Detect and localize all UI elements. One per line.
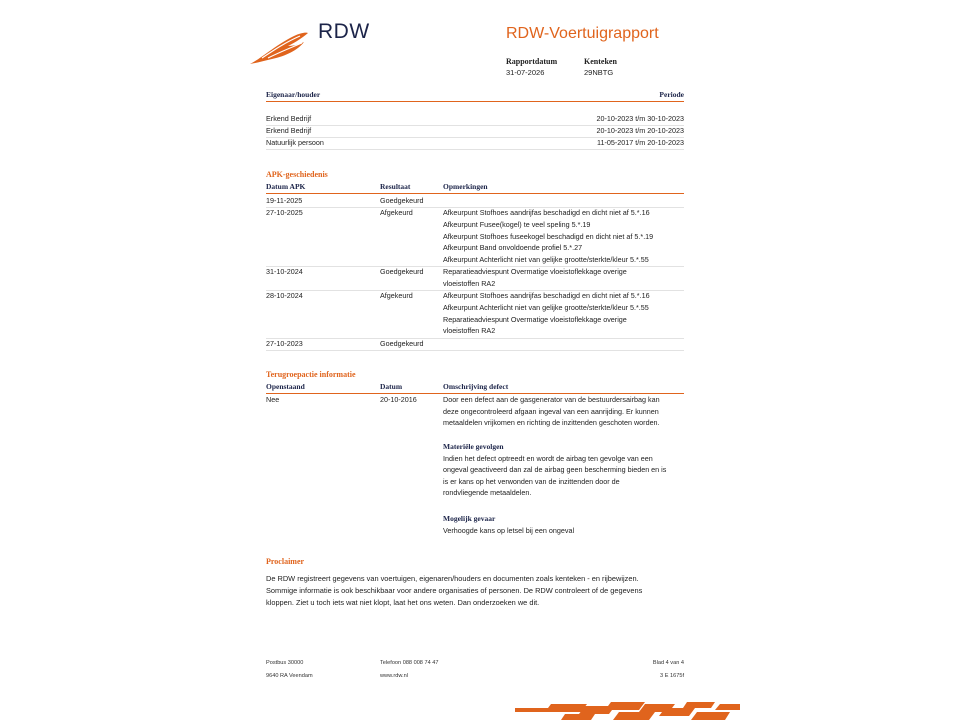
- report-date-value: 31-07-2026: [506, 68, 545, 77]
- owner-type: Erkend Bedrijf: [266, 114, 312, 123]
- recall-danger-title: Mogelijk gevaar: [443, 514, 496, 523]
- recall-section-title: Terugroepactie informatie: [266, 370, 356, 379]
- recall-col-date: Datum: [380, 382, 403, 391]
- recall-danger: [443, 513, 685, 536]
- apk-remark: Afkeurpunt Stofhoes aandrijfas beschadigd en dicht niet af 5.*.16: [443, 291, 650, 300]
- apk-remarks: [443, 290, 650, 337]
- recall-defect: [443, 394, 685, 429]
- recall-consequences: [443, 441, 685, 499]
- apk-date: 28-10-2024: [266, 291, 303, 300]
- report-date-label: Rapportdatum: [506, 57, 558, 66]
- recall-col-open: Openstaand: [266, 382, 305, 391]
- owners-header: [266, 90, 684, 102]
- owners-col-owner: Eigenaar/houder: [266, 90, 321, 99]
- recall-header: [266, 382, 684, 394]
- proclaimer-line: kloppen. Ziet u toch iets wat niet klopt, laat het ons weten. Dan onderzoeken we dit.: [266, 598, 540, 607]
- report-date-block: [506, 56, 557, 78]
- proclaimer-title: Proclaimer: [266, 557, 305, 566]
- apk-row: [266, 338, 684, 351]
- apk-header: [266, 182, 684, 194]
- apk-col-date: Datum APK: [266, 182, 306, 191]
- owner-type: Erkend Bedrijf: [266, 126, 312, 135]
- recall-defect-line: Door een defect aan de gasgenerator van de bestuurdersairbag kan: [443, 395, 660, 404]
- proclaimer-line: Sommige informatie is ook beschikbaar voor andere organisaties of personen. De RDW controleert of de gegevens: [266, 586, 643, 595]
- apk-result: Goedgekeurd: [380, 267, 424, 276]
- rdw-stripes-icon: [515, 700, 740, 720]
- recall-defect-line: metaaldelen vrijkomen en richting de inzittenden geschoten worden.: [443, 418, 660, 428]
- apk-date: 31-10-2024: [266, 267, 303, 276]
- rdw-logo-icon: [248, 28, 310, 66]
- recall-consequence-line: Indien het defect optreedt en wordt de airbag ten gevolge van een: [443, 453, 653, 463]
- footer-address: [266, 657, 313, 683]
- recall-defect-line: deze ongecontroleerd afgaan ingeval van een aanrijding. Er kunnen: [443, 406, 659, 416]
- apk-date: 27-10-2023: [266, 339, 303, 348]
- apk-row: [266, 207, 684, 267]
- owners-col-period: Periode: [659, 90, 684, 99]
- apk-col-result: Resultaat: [380, 182, 411, 191]
- apk-remark: Afkeurpunt Stofhoes aandrijfas beschadigd en dicht niet af 5.*.16: [443, 208, 650, 217]
- footer-address-line: 9640 RA Veendam: [266, 673, 313, 679]
- recall-col-desc: Omschrijving defect: [443, 382, 509, 391]
- recall-danger-line: Verhoogde kans op letsel bij een ongeval: [443, 525, 575, 535]
- apk-result: Goedgekeurd: [380, 339, 424, 348]
- recall-consequence-line: rondvliegende metaaldelen.: [443, 488, 532, 498]
- footer-address-line: Postbus 30000: [266, 660, 304, 666]
- footer-contact: [380, 657, 438, 683]
- apk-remark: Afkeurpunt Stofhoes fuseekogel beschadigd en dicht niet af 5.*.19: [443, 231, 654, 241]
- recall-consequences-title: Materiële gevolgen: [443, 442, 504, 451]
- proclaimer-text: [266, 573, 686, 609]
- apk-remark: Afkeurpunt Achterlicht niet van gelijke grootte/sterkte/kleur 5.*.55: [443, 255, 649, 265]
- owner-type: Natuurlijk persoon: [266, 138, 324, 147]
- apk-remark: vloeistoffen RA2: [443, 278, 496, 288]
- brand-name: RDW: [318, 20, 370, 43]
- footer-code: 3 E 1675f: [660, 673, 684, 679]
- apk-remark: vloeistoffen RA2: [443, 326, 496, 336]
- recall-consequence-line: is er kans op het verwonden van de inzittenden door de: [443, 476, 620, 486]
- apk-col-remarks: Opmerkingen: [443, 182, 488, 191]
- footer-web: www.rdw.nl: [380, 673, 408, 679]
- apk-remarks: [443, 266, 627, 290]
- apk-remarks: [443, 207, 653, 266]
- apk-result: Afgekeurd: [380, 291, 413, 300]
- apk-date: 27-10-2025: [266, 208, 303, 217]
- recall-date: 20-10-2016: [380, 395, 417, 404]
- plate-block: [584, 56, 617, 78]
- apk-row: [266, 266, 684, 291]
- apk-row: [266, 290, 684, 339]
- owner-row: [266, 137, 684, 150]
- apk-date: 19-11-2025: [266, 196, 303, 205]
- apk-remark: Afkeurpunt Achterlicht niet van gelijke grootte/sterkte/kleur 5.*.55: [443, 302, 649, 312]
- report-title: RDW-Voertuigrapport: [506, 25, 659, 42]
- owner-period: 20-10-2023 t/m 30-10-2023: [596, 114, 684, 123]
- apk-remark: Reparatieadviespunt Overmatige vloeistoflekkage overige: [443, 267, 627, 276]
- apk-result: Afgekeurd: [380, 208, 413, 217]
- recall-consequence-line: ongeval geactiveerd dan zal de airbag geen bescherming bieden en is: [443, 465, 667, 475]
- footer-phone: Telefoon 088 008 74 47: [380, 660, 439, 666]
- apk-remark: Reparatieadviespunt Overmatige vloeistoflekkage overige: [443, 314, 627, 324]
- owner-period: 11-05-2017 t/m 20-10-2023: [597, 138, 684, 147]
- owner-period: 20-10-2023 t/m 20-10-2023: [596, 126, 684, 135]
- apk-remark: Afkeurpunt Band onvoldoende profiel 5.*.27: [443, 243, 583, 253]
- footer-page-info: [653, 657, 684, 683]
- apk-section-title: APK-geschiedenis: [266, 170, 328, 179]
- proclaimer-line: De RDW registreert gegevens van voertuigen, eigenaren/houders en documenten zoals kenteken - en rijbewijzen.: [266, 574, 639, 583]
- recall-open: Nee: [266, 395, 280, 404]
- apk-result: Goedgekeurd: [380, 196, 424, 205]
- apk-remark: Afkeurpunt Fusee(kogel) te veel speling 5.*.19: [443, 219, 591, 229]
- footer-page: Blad 4 van 4: [652, 660, 684, 666]
- plate-label: Kenteken: [584, 57, 617, 66]
- plate-value: 29NBTG: [584, 68, 614, 77]
